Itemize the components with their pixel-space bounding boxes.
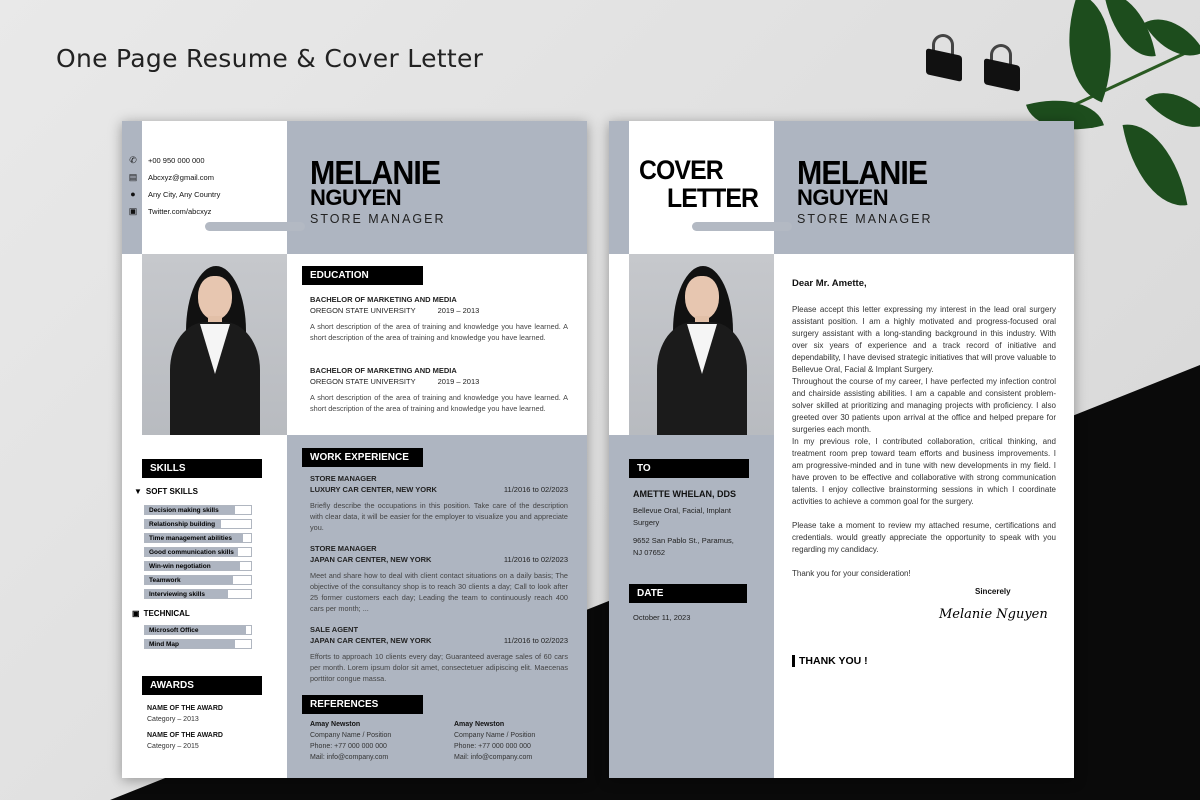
work-experience-title: WORK EXPERIENCE [302,448,423,467]
twitter-icon: ▣ [128,206,138,216]
letter-paragraph: Throughout the course of my career, I have perfected my infection control and chairside assisting abilities. I am a capable and consistent problem-solver skilled at prioritizing and managing projects with proficiency. I also greeted over 30 patients upon arrival at the office and helped prepare for surgeries each month. [792,377,1056,434]
name-block [797,154,939,226]
work-item: SALE AGENT JAPAN CAR CENTER, NEW YORK 11/2016 to 02/2023 Efforts to approach 10 clients every day; Guaranteed average sales of 60 cars per month. Lorem ipsum dolor sit amet, consectetuer adipiscing elit. Maecenas porttitor congue massa. [310,625,568,683]
greeting: Dear Mr. Amette, [792,278,867,289]
letter-date: October 11, 2023 [633,613,691,622]
skill-label: Win-win negotiation [149,563,211,570]
computer-icon: ▣ [132,609,140,618]
job-role: STORE MANAGER [797,212,933,226]
skill-label: Microsoft Office [149,627,199,634]
phone-icon: ✆ [129,155,137,165]
signature: Melanie Nguyen [939,607,1048,622]
skill-bar [144,533,252,543]
skill-bar [144,589,252,599]
technical-heading: ▣ TECHNICAL [132,609,190,618]
profile-photo [629,254,774,435]
skills-title: SKILLS [142,459,262,478]
skill-bar [144,625,252,635]
contact-twitter: ▣ Twitter.com/abcxyz [128,206,212,216]
to-title: TO [629,459,749,478]
name-block [310,154,452,226]
date-title: DATE [629,584,747,603]
binder-clip-icon [980,44,1024,88]
skill-label: Time management abilities [149,535,232,542]
closing-line: Thank you for your consideration! [792,569,911,578]
profile-photo [142,254,287,435]
skill-bar [144,547,252,557]
decor-pill [692,222,792,231]
skill-bar [144,575,252,585]
contact-email: ▤ Abcxyz@gmail.com [128,172,214,182]
printer-icon: ▤ [128,172,138,182]
binder-clip-icon [922,34,966,78]
reference-item: Amay Newston Company Name / Position Phone: +77 000 000 000 Mail: info@company.com [310,721,392,761]
soft-skills-heading: ▼ SOFT SKILLS [134,487,198,496]
resume-page [122,121,587,778]
cover-letter-page [609,121,1074,778]
award-item: NAME OF THE AWARD Category – 2015 [147,732,223,750]
skill-label: Interviewing skills [149,591,205,598]
skill-bar [144,505,252,515]
skill-label: Relationship building [149,521,216,528]
header-accent [609,121,629,254]
sincerely: Sincerely [975,587,1011,596]
awards-title: AWARDS [142,676,262,695]
letter-paragraph: In my previous role, I contributed collaboration, critical thinking, and treatment room prep toward team efforts and business improvements. I am progressive-minded and in tune with new developments in my field. I have proven to be effective and collaborative with strong communication talents. I enjoy collective brainstorming sessions in which I coordinate activities to achieve a common goal for the surgery. [792,437,1056,506]
letter-paragraph: Please accept this letter expressing my interest in the lead oral surgery assistant position. I am a highly motivated and progress-focused oral surgery assistant with a long-standing background in this industry. With over six years of experience and a track record of initiative and dependability, I have devised strategic initiatives that will prove valuable to Bellevue Oral, Facial & Implant Surgery. [792,305,1056,374]
reference-item: Amay Newston Company Name / Position Phone: +77 000 000 000 Mail: info@company.com [454,721,536,761]
first-name: MELANIE [797,154,928,191]
header-accent [122,121,142,254]
person-icon: ● [130,189,136,199]
last-name: NGUYEN [797,185,889,210]
education-item: BACHELOR OF MARKETING AND MEDIA OREGON STATE UNIVERSITY 2019 – 2013 A short description of the area of training and knowledge you have learned. A short description of the area of training and knowledge you have learned. [310,366,568,413]
recipient-panel [609,435,774,778]
last-name: NGUYEN [310,185,402,210]
cover-letter-title: COVER LETTER [639,155,759,213]
tie-icon: ▼ [134,487,142,496]
thank-you: THANK YOU ! [792,655,868,667]
page-heading: One Page Resume & Cover Letter [56,44,484,73]
contact-location: ● Any City, Any Country [128,189,220,199]
letter-paragraph: Please take a moment to review my attached resume, certifications and credentials. would greatly appreciate the opportunity to speak with you regarding my candidacy. [792,521,1056,554]
skill-bar [144,639,252,649]
first-name: MELANIE [310,154,441,191]
education-item: BACHELOR OF MARKETING AND MEDIA OREGON STATE UNIVERSITY 2019 – 2013 A short description of the area of training and knowledge you have learned. A short description of the area of training and knowledge you have learned. [310,295,568,342]
skill-label: Teamwork [149,577,181,584]
skill-label: Mind Map [149,641,179,648]
skill-label: Decision making skills [149,507,219,514]
education-title: EDUCATION [302,266,423,285]
work-item: STORE MANAGER JAPAN CAR CENTER, NEW YORK 11/2016 to 02/2023 Meet and share how to deal with client contact situations on a daily basis; The objective of the consultancy shop is to reach 30 clients a day; Call to look after 25 former customers each day; Leading the team to continuously reach 400 cars per month; ... [310,544,568,613]
skill-bar [144,561,252,571]
recipient-block: AMETTE WHELAN, DDS Bellevue Oral, Facial, Implant Surgery 9652 San Pablo St., Paramus, NJ 07652 [633,489,736,557]
job-role: STORE MANAGER [310,212,446,226]
skill-bar [144,519,252,529]
contact-phone: ✆ +00 950 000 000 [129,155,205,165]
award-item: NAME OF THE AWARD Category – 2013 [147,705,223,723]
skill-label: Good communication skills [149,549,234,556]
references-title: REFERENCES [302,695,423,714]
work-item: STORE MANAGER LUXURY CAR CENTER, NEW YORK 11/2016 to 02/2023 Briefly describe the occupations in this position. Take care of the description with clear data, it will be easier for the employer to visualize you and appreciate you. [310,474,568,532]
decor-pill [205,222,305,231]
